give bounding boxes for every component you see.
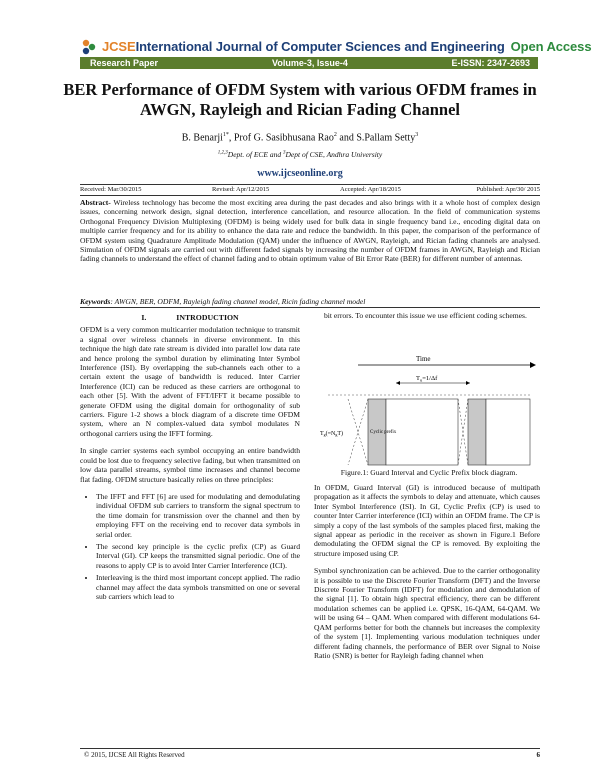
list-item: • The IFFT and FFT [6] are used for modulating and demodulating individual OFDM sub carriers to transform the signal spectrum to the time domain for transmission over the channel and then by employing FFT on the receiving end to recover data symbols in serial order. bbox=[96, 492, 300, 539]
journal-logo-text: JCSE bbox=[102, 39, 136, 54]
accepted-date: Accepted: Apr/18/2015 bbox=[340, 186, 401, 193]
figure-guard-interval bbox=[318, 355, 538, 467]
journal-name bbox=[102, 39, 591, 54]
published-date: Published: Apr/30/ 2015 bbox=[476, 186, 540, 193]
tg-label: Tg(=NgT) bbox=[320, 431, 344, 438]
section-title: INTRODUCTION bbox=[176, 313, 239, 322]
affiliation-text: Dept. of ECE and bbox=[227, 150, 283, 159]
affiliation-sup: 1,2,3 bbox=[217, 150, 228, 156]
cyclic-prefix-label: Cyclic prefix bbox=[370, 430, 397, 435]
left-column bbox=[80, 313, 300, 604]
intro-paragraph-1: OFDM is a very common multicarrier modulation technique to transmit a signal over wireless channels in diverse environment. In this technique the high date rate stream is divided into parallel low data rate and hence prolong the symbol duration by eliminating Inter Symbol Interference (ISI). By overlapping the sub-channels each other to a certain extent the usage of bandwidth is reduced. Inter Carrier Interference (ICI) can be reduced as these carriers are orthogonal to each other [5]. With the advent of FFT/IFFT it became possible to generate OFDM using the digital domain for orthogonality of sub carriers. Figure 1-2 shows a block diagram of a discrete time OFDM system, where an N complex-valued data symbol modulates N orthogonal carriers using the IFFT forming. bbox=[80, 325, 300, 438]
dates-bar bbox=[80, 184, 540, 196]
keywords bbox=[80, 297, 540, 308]
open-access-label: Open Access bbox=[510, 39, 592, 54]
affiliation-text-2: Dept of CSE, Andhra University bbox=[285, 150, 383, 159]
page-footer bbox=[80, 748, 540, 759]
symbol-block-1 bbox=[386, 399, 458, 465]
tu-arrow-right bbox=[466, 381, 470, 385]
author-2-sup: 2 bbox=[333, 132, 337, 138]
header-band bbox=[80, 57, 538, 69]
author-2: , Prof G. Sasibhusana Rao bbox=[228, 132, 334, 144]
list-item: • The second key principle is the cyclic prefix (CP) as Guard Interval (GI). CP keeps the transmitted signal periodic. One of the reasons to apply CP is to avoid Inter Carrier Interference (ICI). bbox=[96, 542, 300, 570]
revised-date: Revised: Apr/12/2015 bbox=[212, 186, 270, 193]
affiliation bbox=[60, 150, 540, 159]
transition-line-1 bbox=[348, 399, 368, 465]
website-link[interactable]: www.ijcseonline.org bbox=[257, 168, 343, 179]
keywords-text: : AWGN, BER, ODFM, Rayleigh fading channel model, Ricin fading channel model bbox=[110, 297, 366, 306]
time-arrow-head bbox=[530, 362, 536, 368]
right-paragraph-1: In OFDM, Guard Interval (GI) is introduced because of multipath propagation as it affects the symbols to delay and attenuate, which causes Inter Symbol Interference (ISI). In GI, Cyclic Prefix (CP) is used to counter Inter Carrier interference (ICI) within an OFDM frame. The CP is simply a copy of the last symbols of the samples placed first, making the signal appear as periodic in the receiver as shown in Figure.1 Before demodulating the OFDM signal the CP is removed. By exploiting the structure imposed using CP. bbox=[314, 483, 540, 558]
eissn: E-ISSN: 2347-2693 bbox=[451, 58, 530, 68]
author-3: and S.Pallam Setty bbox=[336, 132, 416, 144]
paper-title: BER Performance of OFDM System with various OFDM frames in AWGN, Rayleigh and Rician Fading Channel bbox=[63, 80, 537, 119]
list-item: • Interleaving is the third most important concept applied. The radio channel may affect the data symbols transmitted on one or several sub carriers which lead to bbox=[96, 573, 300, 601]
affiliation-sup-2: 3 bbox=[282, 150, 286, 156]
paper-type: Research Paper bbox=[90, 58, 159, 68]
section-heading bbox=[80, 313, 300, 322]
abstract-label: Abstract- bbox=[80, 198, 111, 207]
keywords-label: Keywords bbox=[80, 297, 111, 306]
authors bbox=[60, 132, 540, 143]
symbol-block-2 bbox=[486, 399, 530, 465]
right-paragraph-2: Symbol synchronization can be achieved. Due to the carrier orthogonality it is possible to use the Discrete Fourier Transform (DFT) and the Inverse Discrete Fourier Transform (IDFT) for modulation and demodulation of the signal [1]. To obtain high spectral efficiency, there can be different modulation schemes can be applied i.e. QPSK, 16-QAM, 64-QAM. We will be using 64 – QAM. When compared with different modulations 64-QAM performs better for both the channels but increases the complexity of the system [1]. Implementing various modulation techniques under different fading channels, the performance of BER over Signal to Noise Ratio (SNR) is better for Rayleigh fading channel when bbox=[314, 566, 540, 660]
continued-text: bit errors. To encounter this issue we use efficient coding schemes. bbox=[324, 311, 527, 320]
tu-arrow-left bbox=[396, 381, 400, 385]
tu-label: $T_u=1/\Delta f$ bbox=[416, 375, 438, 383]
page-number: 6 bbox=[536, 751, 540, 759]
principles-list bbox=[80, 492, 300, 601]
cyclic-prefix-block-2 bbox=[468, 399, 486, 465]
figure-caption: Figure.1: Guard Interval and Cyclic Prefix block diagram. bbox=[340, 468, 518, 477]
right-column bbox=[314, 311, 540, 328]
right-column-body bbox=[314, 483, 540, 668]
time-label: Time bbox=[416, 355, 431, 363]
journal-title: International Journal of Computer Sciences and Engineering bbox=[135, 39, 505, 54]
copyright: © 2015, IJCSE All Rights Reserved bbox=[84, 751, 185, 759]
received-date: Received: Mar/30/2015 bbox=[80, 186, 142, 193]
author-1-sup: 1* bbox=[222, 132, 229, 138]
volume-issue: Volume-3, Issue-4 bbox=[272, 58, 348, 68]
abstract-text: Wireless technology has become the most exciting area during the past decades and also brings with it a whole host of complex design issues, concerning network design, signal detection, interference cancellation, and resource allocation. In the field of communication systems Orthogonal Frequency Division Multiplexing (OFDM) is being widely used for bulk data in single frequency band i.e., encoding digital data on multiple carrier frequency and for its ability to enhance the data rate and reduce the bandwidth. In this paper, the comparison of the performance of OFDM system using Quadrature Amplitude Modulation (QAM) under the influence of AWGN, Rayleigh, and Rician fading channels are analysed. Simulation of OFDM signals are carried out with different faded signals by increasing the number of OFDM frames in AWGN, Rayleigh and Rician fading channels to understand the effect of channel fading and to obtain optimum value of Bit Error Rate (BER) for different number of antennas. bbox=[80, 198, 540, 264]
abstract bbox=[80, 198, 540, 264]
journal-logo-icon bbox=[80, 38, 100, 56]
author-1: B. Benarji bbox=[181, 132, 223, 144]
author-3-sup: 3 bbox=[415, 132, 419, 138]
intro-paragraph-2: In single carrier systems each symbol occupying an entire bandwidth could be lost due to frequency selective fading, but when transmitted on low data parallel streams, symbol time increases and channel become flat fading. OFDM structure basically relies on three principles: bbox=[80, 446, 300, 484]
section-number: I. bbox=[141, 313, 147, 322]
transition-line-2 bbox=[348, 399, 368, 465]
